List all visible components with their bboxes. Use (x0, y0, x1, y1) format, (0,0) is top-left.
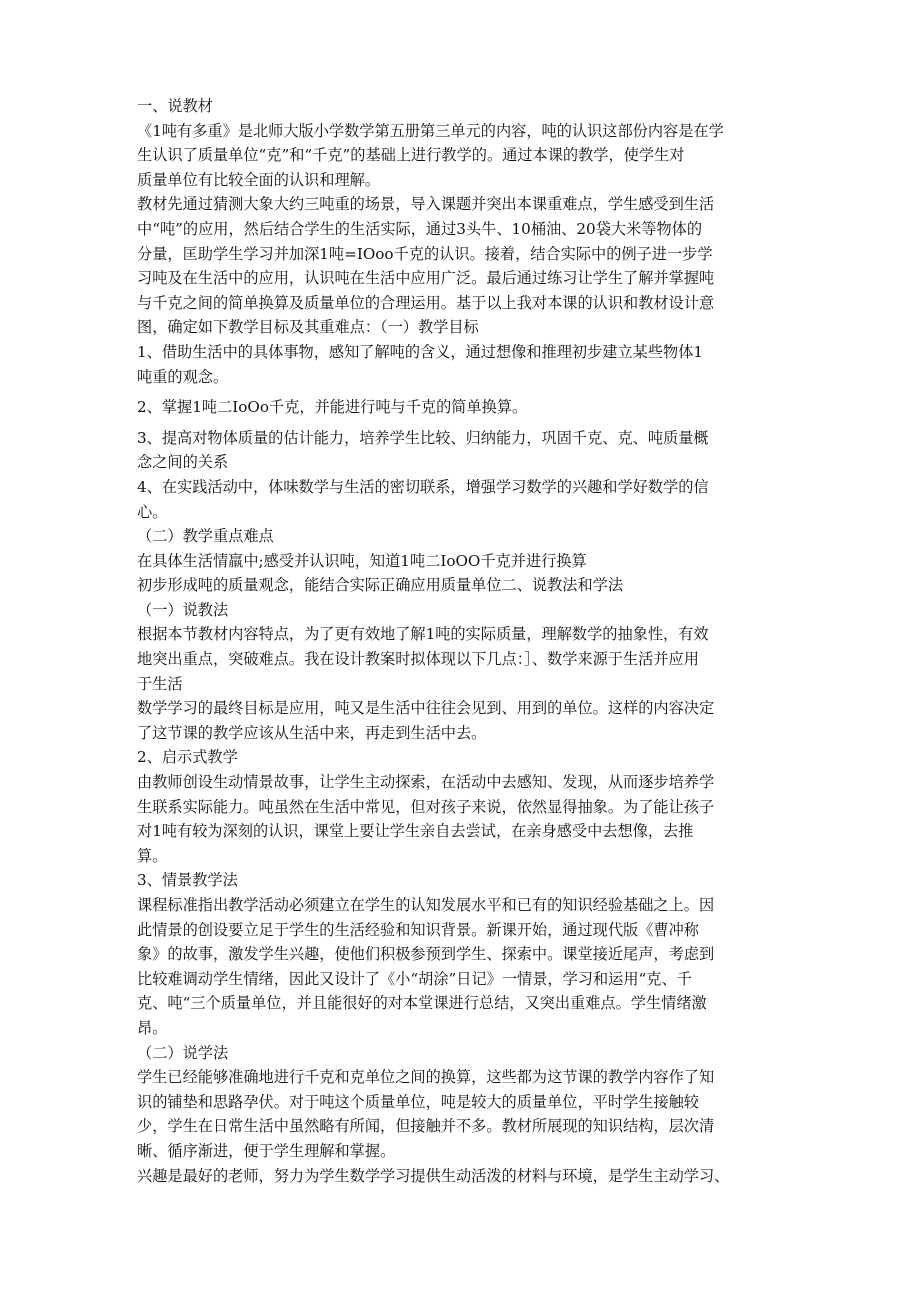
text-line: 分量，匡助学生学习并加深1吨=IOoo千克的认识。接着，结合实际中的例子进一步学 (137, 244, 713, 263)
text-line: 识的铺垫和思路孕伏。对于吨这个质量单位，吨是较大的质量单位，平时学生接触较 (137, 1092, 699, 1111)
text-line: 晰、循序渐进，便于学生理解和掌握。 (137, 1141, 396, 1160)
text-line: 与千克之间的简单换算及质量单位的合理运用。基于以上我对本课的认识和教材设计意 (137, 293, 715, 312)
text-line: 比较难调动学生情绪，因此又设计了《小“胡涂”日记》一情景，学习和运用“克、千 (137, 969, 692, 988)
text-line: 对1吨有较为深刻的认识，课堂上要让学生亲自去尝试，在亲身感受中去想像，去推 (137, 822, 694, 841)
text-line: （二）说学法 (137, 1043, 229, 1062)
text-line: 在具体生活情羸中;感受并认识吨，知道1吨二IoOO千克并进行换算 (137, 551, 587, 570)
text-line: 象》的故事，激发学生兴趣，使他们积极参预到学生、探索中。课堂接近尾声，考虑到 (137, 945, 715, 964)
text-line: 于生活 (137, 674, 183, 693)
text-line: （一）说教法 (137, 600, 229, 619)
text-line: 心。 (137, 502, 168, 521)
text-line: 1、借助生活中的具体事物，感知了解吨的含义，通过想像和推理初步建立某些物体1 (137, 342, 704, 361)
text-line: 了这节课的教学应该从生活中来，再走到生活中去。 (137, 723, 487, 742)
text-line: 中“吨”的应用，然后结合学生的生活实际，通过3头牛、10桶油、20袋大米等物体的 (137, 219, 703, 238)
text-line: 念之间的关系 (137, 453, 229, 472)
text-line: 教材先通过猜测大象大约三吨重的场景，导入课题并突出本课重难点，学生感受到生活 (137, 195, 715, 214)
text-line: 2、启示式教学 (137, 748, 238, 767)
text-line: 算。 (137, 846, 168, 865)
text-line: 课程标准指出教学活动必须建立在学生的认知发展水平和已有的知识经验基础之上。因 (137, 896, 715, 914)
text-line: 昂。 (137, 1018, 168, 1037)
document-body (137, 94, 801, 1188)
text-line: 习吨及在生活中的应用，认识吨在生活中应用广泛。最后通过练习让学生了解并掌握吨 (137, 269, 715, 288)
text-line: 根据本节教材内容特点，为了更有效地了解1吨的实际质量，理解数学的抽象性，有效 (137, 625, 709, 644)
text-line: （二）教学重点难点 (137, 527, 274, 546)
text-line: 生认识了质量单位“克”和“千克”的基础上进行教学的。通过本课的教学，使学生对 (137, 146, 685, 165)
text-line: 3、提高对物体质量的估计能力，培养学生比较、归纳能力，巩固千克、克、吨质量概 (137, 428, 709, 447)
text-line: 数学学习的最终目标是应用，吨又是生活中往往会见到、用到的单位。这样的内容决定 (137, 699, 715, 718)
text-line: 吨重的观念。 (137, 367, 229, 386)
text-line: 图，确定如下教学目标及其重难点：（一）教学目标 (137, 318, 479, 337)
text-line: 初步形成吨的质量观念，能结合实际正确应用质量单位二、说教法和学法 (137, 576, 623, 595)
text-line: 由教师创设生动情景故事，让学生主动探索，在活动中去感知、发现，从而逐步培养学 (137, 773, 715, 792)
text-line: 克、吨“三个质量单位，并且能很好的对本堂课进行总结，又突出重难点。学生情绪激 (137, 994, 707, 1013)
text-line: 《1吨有多重》是北师大版小学数学第五册第三单元的内容，吨的认识这部份内容是在学 (137, 121, 724, 140)
text-line: 少，学生在日常生活中虽然略有所闻，但接触并不多。教材所展现的知识结构，层次清 (137, 1117, 715, 1136)
text-line: 生联系实际能力。吨虽然在生活中常见，但对孩子来说，依然显得抽象。为了能让孩子 (137, 797, 715, 816)
text-line: 2、掌握1吨二IoOo千克，并能进行吨与千克的简单换算。 (137, 398, 528, 417)
text-line: 质量单位有比较全面的认识和理解。 (137, 170, 380, 189)
text-line: 一、说教材 (137, 97, 213, 115)
text-line: 地突出重点，突破难点。我在设计教案时拟体现以下几点：］、数学来源于生活并应用 (137, 650, 699, 669)
text-line: 3、情景教学法 (137, 871, 238, 890)
text-line: 4、在实践活动中，体味数学与生活的密切联系，增强学习数学的兴趣和学好数学的信 (137, 477, 709, 496)
text-line: 学生已经能够准确地进行千克和克单位之间的换算，这些都为这节课的教学内容作了知 (137, 1068, 715, 1087)
text-line: 此情景的创设要立足于学生的生活经验和知识背景。新课开始，通过现代版《曹冲称 (137, 920, 699, 939)
text-line: 兴趣是最好的老师，努力为学生数学学习提供生动活泼的材料与环境，是学生主动学习、 (137, 1166, 730, 1185)
